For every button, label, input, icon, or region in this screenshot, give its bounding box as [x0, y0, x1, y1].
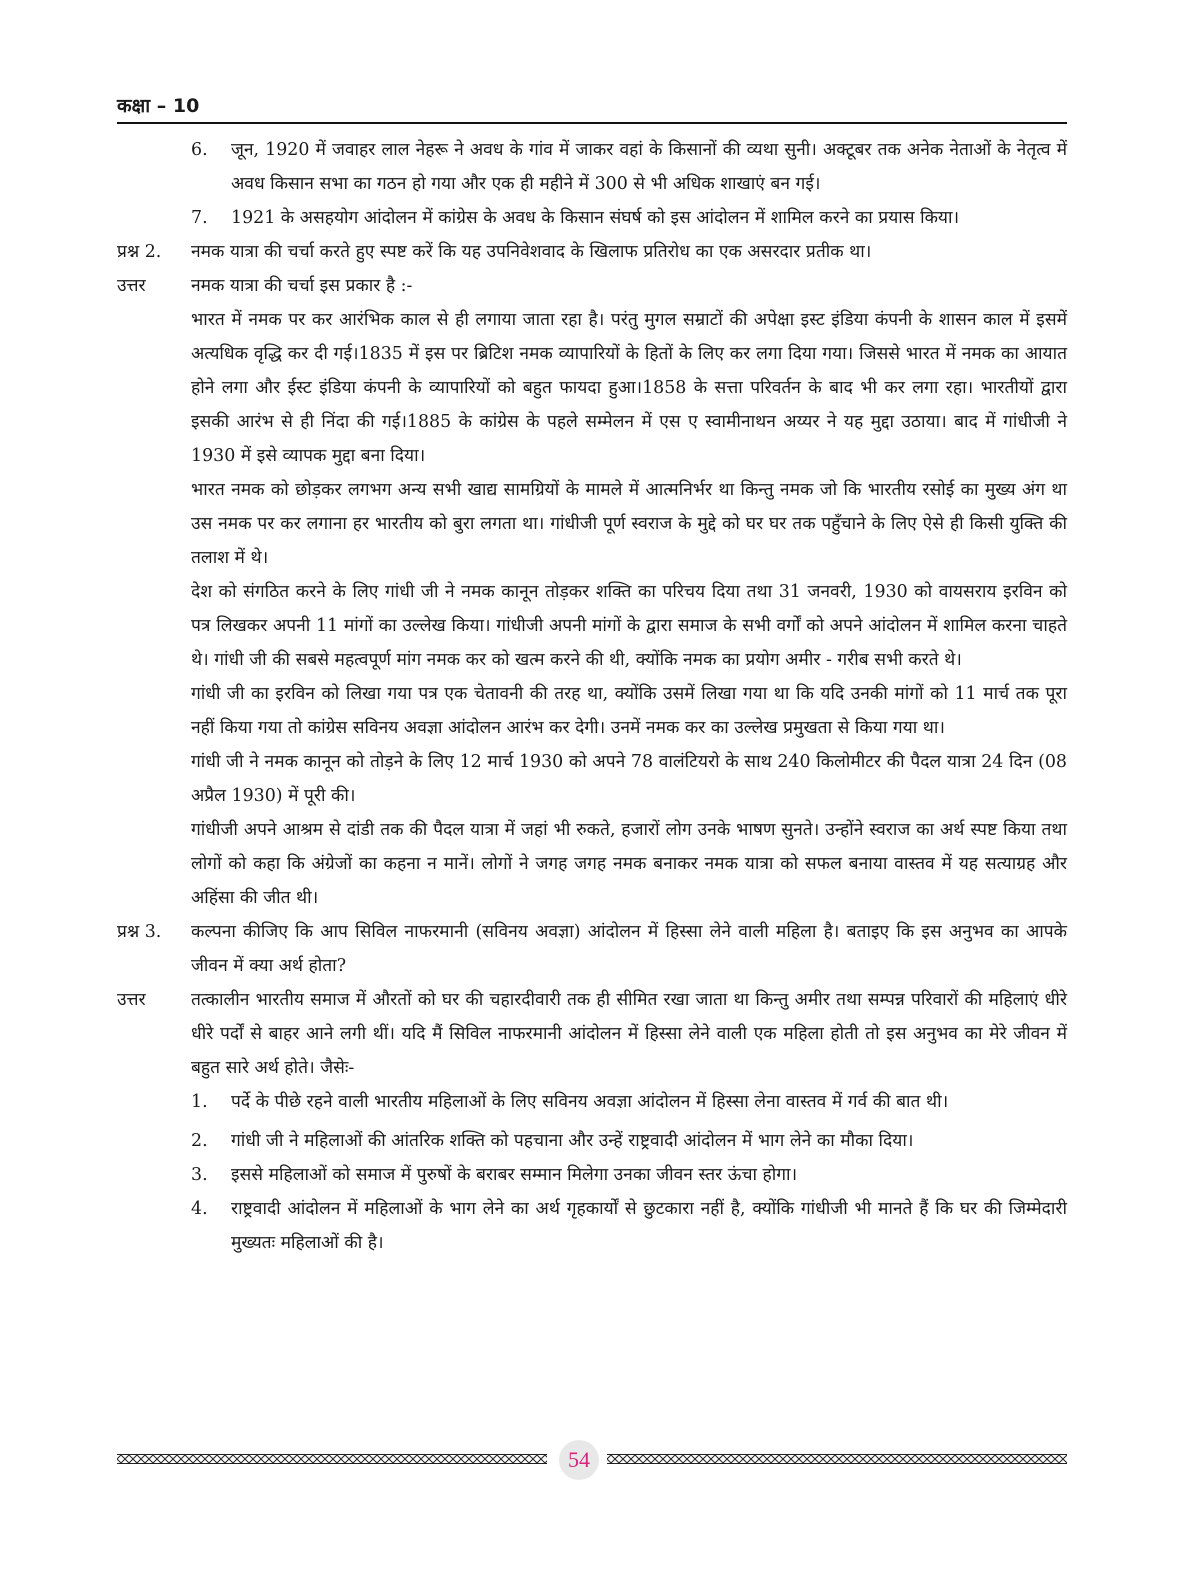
answer-2-intro [117, 269, 1067, 303]
q3-point-3 [191, 1158, 1067, 1192]
question-text: कल्पना कीजिए कि आप सिविल नाफरमानी (सविनय अवज्ञा) आंदोलन में हिस्सा लेने वाली महिला है। बताइए कि इस अनुभव का आपके जीवन में क्या अर्थ होता? [191, 922, 1067, 976]
point-number: 6. [191, 140, 208, 160]
header-rule [117, 122, 1067, 124]
answer-paragraph: गांधी जी का इरविन को लिखा गया पत्र एक चेतावनी की तरह था, क्योंकि उसमें लिखा गया था कि यदि उनकी मांगों को 11 मार्च तक पूरा नहीं किया गया तो कांग्रेस सविनय अवज्ञा आंदोलन आरंभ कर देगी। उनमें नमक कर का उल्लेख प्रमुखता से किया गया था। [191, 684, 1067, 738]
question-2 [117, 235, 1067, 269]
answer-paragraph: गांधीजी अपने आश्रम से दांडी तक की पैदल यात्रा में जहां भी रुकते, हजारों लोग उनके भाषण सुनते। उन्होंने स्वराज का अर्थ स्पष्ट किया तथा लोगों को कहा कि अंग्रेजों का कहना न मानें। लोगों ने जगह जगह नमक बनाकर नमक यात्रा को सफल बनाया वास्तव में यह सत्याग्रह और अहिंसा की जीत थी। [191, 820, 1067, 908]
point-number: 7. [191, 208, 208, 228]
point-number: 3. [191, 1165, 208, 1185]
question-label: प्रश्न 2. [117, 242, 162, 262]
q1-point-6 [191, 133, 1067, 201]
answer-label: उत्तर [117, 990, 146, 1010]
question-3 [117, 915, 1067, 983]
answer-text: तत्कालीन भारतीय समाज में औरतों को घर की चहारदीवारी तक ही सीमित रखा जाता था किन्तु अमीर तथा सम्पन्न परिवारों की महिलाएं धीरे धीरे पर्दों से बाहर आने लगी थीं। यदि मैं सिविल नाफरमानी आंदोलन में हिस्सा लेने वाली एक महिला होती तो इस अनुभव का मेरे जीवन में बहुत सारे अर्थ होते। जैसेः- [191, 990, 1067, 1078]
page-header [117, 92, 1067, 118]
q1-point-7 [191, 201, 1067, 235]
answer-3 [117, 983, 1067, 1085]
content [117, 133, 1067, 1260]
page-number: 54 [559, 1440, 599, 1480]
class-title: कक्षा – 10 [117, 95, 200, 117]
point-text: 1921 के असहयोग आंदोलन में कांग्रेस के अवध के किसान संघर्ष को इस आंदोलन में शामिल करने का प्रयास किया। [231, 208, 960, 228]
answer-paragraph: भारत में नमक पर कर आरंभिक काल से ही लगाया जाता रहा है। परंतु मुगल सम्राटों की अपेक्षा इस्ट इंडिया कंपनी के शासन काल में इसमें अत्यधिक वृद्धि कर दी गई।1835 में इस पर ब्रिटिश नमक व्यापारियों के हितों के लिए कर लगा दिया गया। जिससे भारत में नमक का आयात होने लगा और ईस्ट इंडिया कंपनी के व्यापारियों को बहुत फायदा हुआ।1858 के सत्ता परिवर्तन के बाद भी कर लगा रहा। भारतीयों द्वारा इसकी आरंभ से ही निंदा की गई।1885 के कांग्रेस के पहले सम्मेलन में एस ए स्वामीनाथन अय्यर ने यह मुद्दा उठाया। बाद में गांधीजी ने 1930 में इसे व्यापक मुद्दा बना दिया। [191, 310, 1067, 466]
answer-paragraph: गांधी जी ने नमक कानून को तोड़ने के लिए 12 मार्च 1930 को अपने 78 वालंटियरो के साथ 240 किलोमीटर की पैदल यात्रा 24 दिन (08 अप्रैल 1930) में पूरी की। [191, 752, 1067, 806]
answer-label: उत्तर [117, 276, 146, 296]
page-footer [117, 1440, 1067, 1480]
decorative-border-right [607, 1454, 1067, 1464]
point-number: 1. [191, 1092, 208, 1112]
point-text: गांधी जी ने महिलाओं की आंतरिक शक्ति को पहचाना और उन्हें राष्ट्रवादी आंदोलन में भाग लेने का मौका दिया। [231, 1131, 914, 1151]
answer-intro: नमक यात्रा की चर्चा इस प्रकार है :- [191, 276, 413, 296]
answer-paragraph: देश को संगठित करने के लिए गांधी जी ने नमक कानून तोड़कर शक्ति का परिचय दिया तथा 31 जनवरी, 1930 को वायसराय इरविन को पत्र लिखकर अपनी 11 मांगों का उल्लेख किया। गांधीजी अपनी मांगों के द्वारा समाज के सभी वर्गों को अपने आंदोलन में शामिल करना चाहते थे। गांधी जी की सबसे महत्वपूर्ण मांग नमक कर को खत्म करने की थी, क्योंकि नमक का प्रयोग अमीर - गरीब सभी करते थे। [191, 582, 1067, 670]
q3-point-1 [191, 1085, 1067, 1119]
point-number: 4. [191, 1199, 208, 1219]
decorative-border-left [117, 1454, 547, 1464]
q3-point-4 [191, 1192, 1067, 1260]
point-text: इससे महिलाओं को समाज में पुरुषों के बराबर सम्मान मिलेगा उनका जीवन स्तर ऊंचा होगा। [231, 1165, 798, 1185]
q3-point-2 [191, 1124, 1067, 1158]
point-text: पर्दे के पीछे रहने वाली भारतीय महिलाओं के लिए सविनय अवज्ञा आंदोलन में हिस्सा लेना वास्तव में गर्व की बात थी। [231, 1092, 949, 1112]
point-text: जून, 1920 में जवाहर लाल नेहरू ने अवध के गांव में जाकर वहां के किसानों की व्यथा सुनी। अक्टूबर तक अनेक नेताओं के नेतृत्व में अवध किसान सभा का गठन हो गया और एक ही महीने में 300 से भी अधिक शाखाएं बन गई। [231, 140, 1067, 194]
question-label: प्रश्न 3. [117, 922, 162, 942]
answer-paragraph: भारत नमक को छोड़कर लगभग अन्य सभी खाद्य सामग्रियों के मामले में आत्मनिर्भर था किन्तु नमक जो कि भारतीय रसोई का मुख्य अंग था उस नमक पर कर लगाना हर भारतीय को बुरा लगता था। गांधीजी पूर्ण स्वराज के मुद्दे को घर घर तक पहुँचाने के लिए ऐसे ही किसी युक्ति की तलाश में थे। [191, 480, 1067, 568]
point-number: 2. [191, 1131, 208, 1151]
point-text: राष्ट्रवादी आंदोलन में महिलाओं के भाग लेने का अर्थ गृहकार्यों से छुटकारा नहीं है, क्योंकि गांधीजी भी मानते हैं कि घर की जिम्मेदारी मुख्यतः महिलाओं की है। [231, 1199, 1067, 1253]
question-text: नमक यात्रा की चर्चा करते हुए स्पष्ट करें कि यह उपनिवेशवाद के खिलाफ प्रतिरोध का एक असरदार प्रतीक था। [191, 242, 872, 262]
